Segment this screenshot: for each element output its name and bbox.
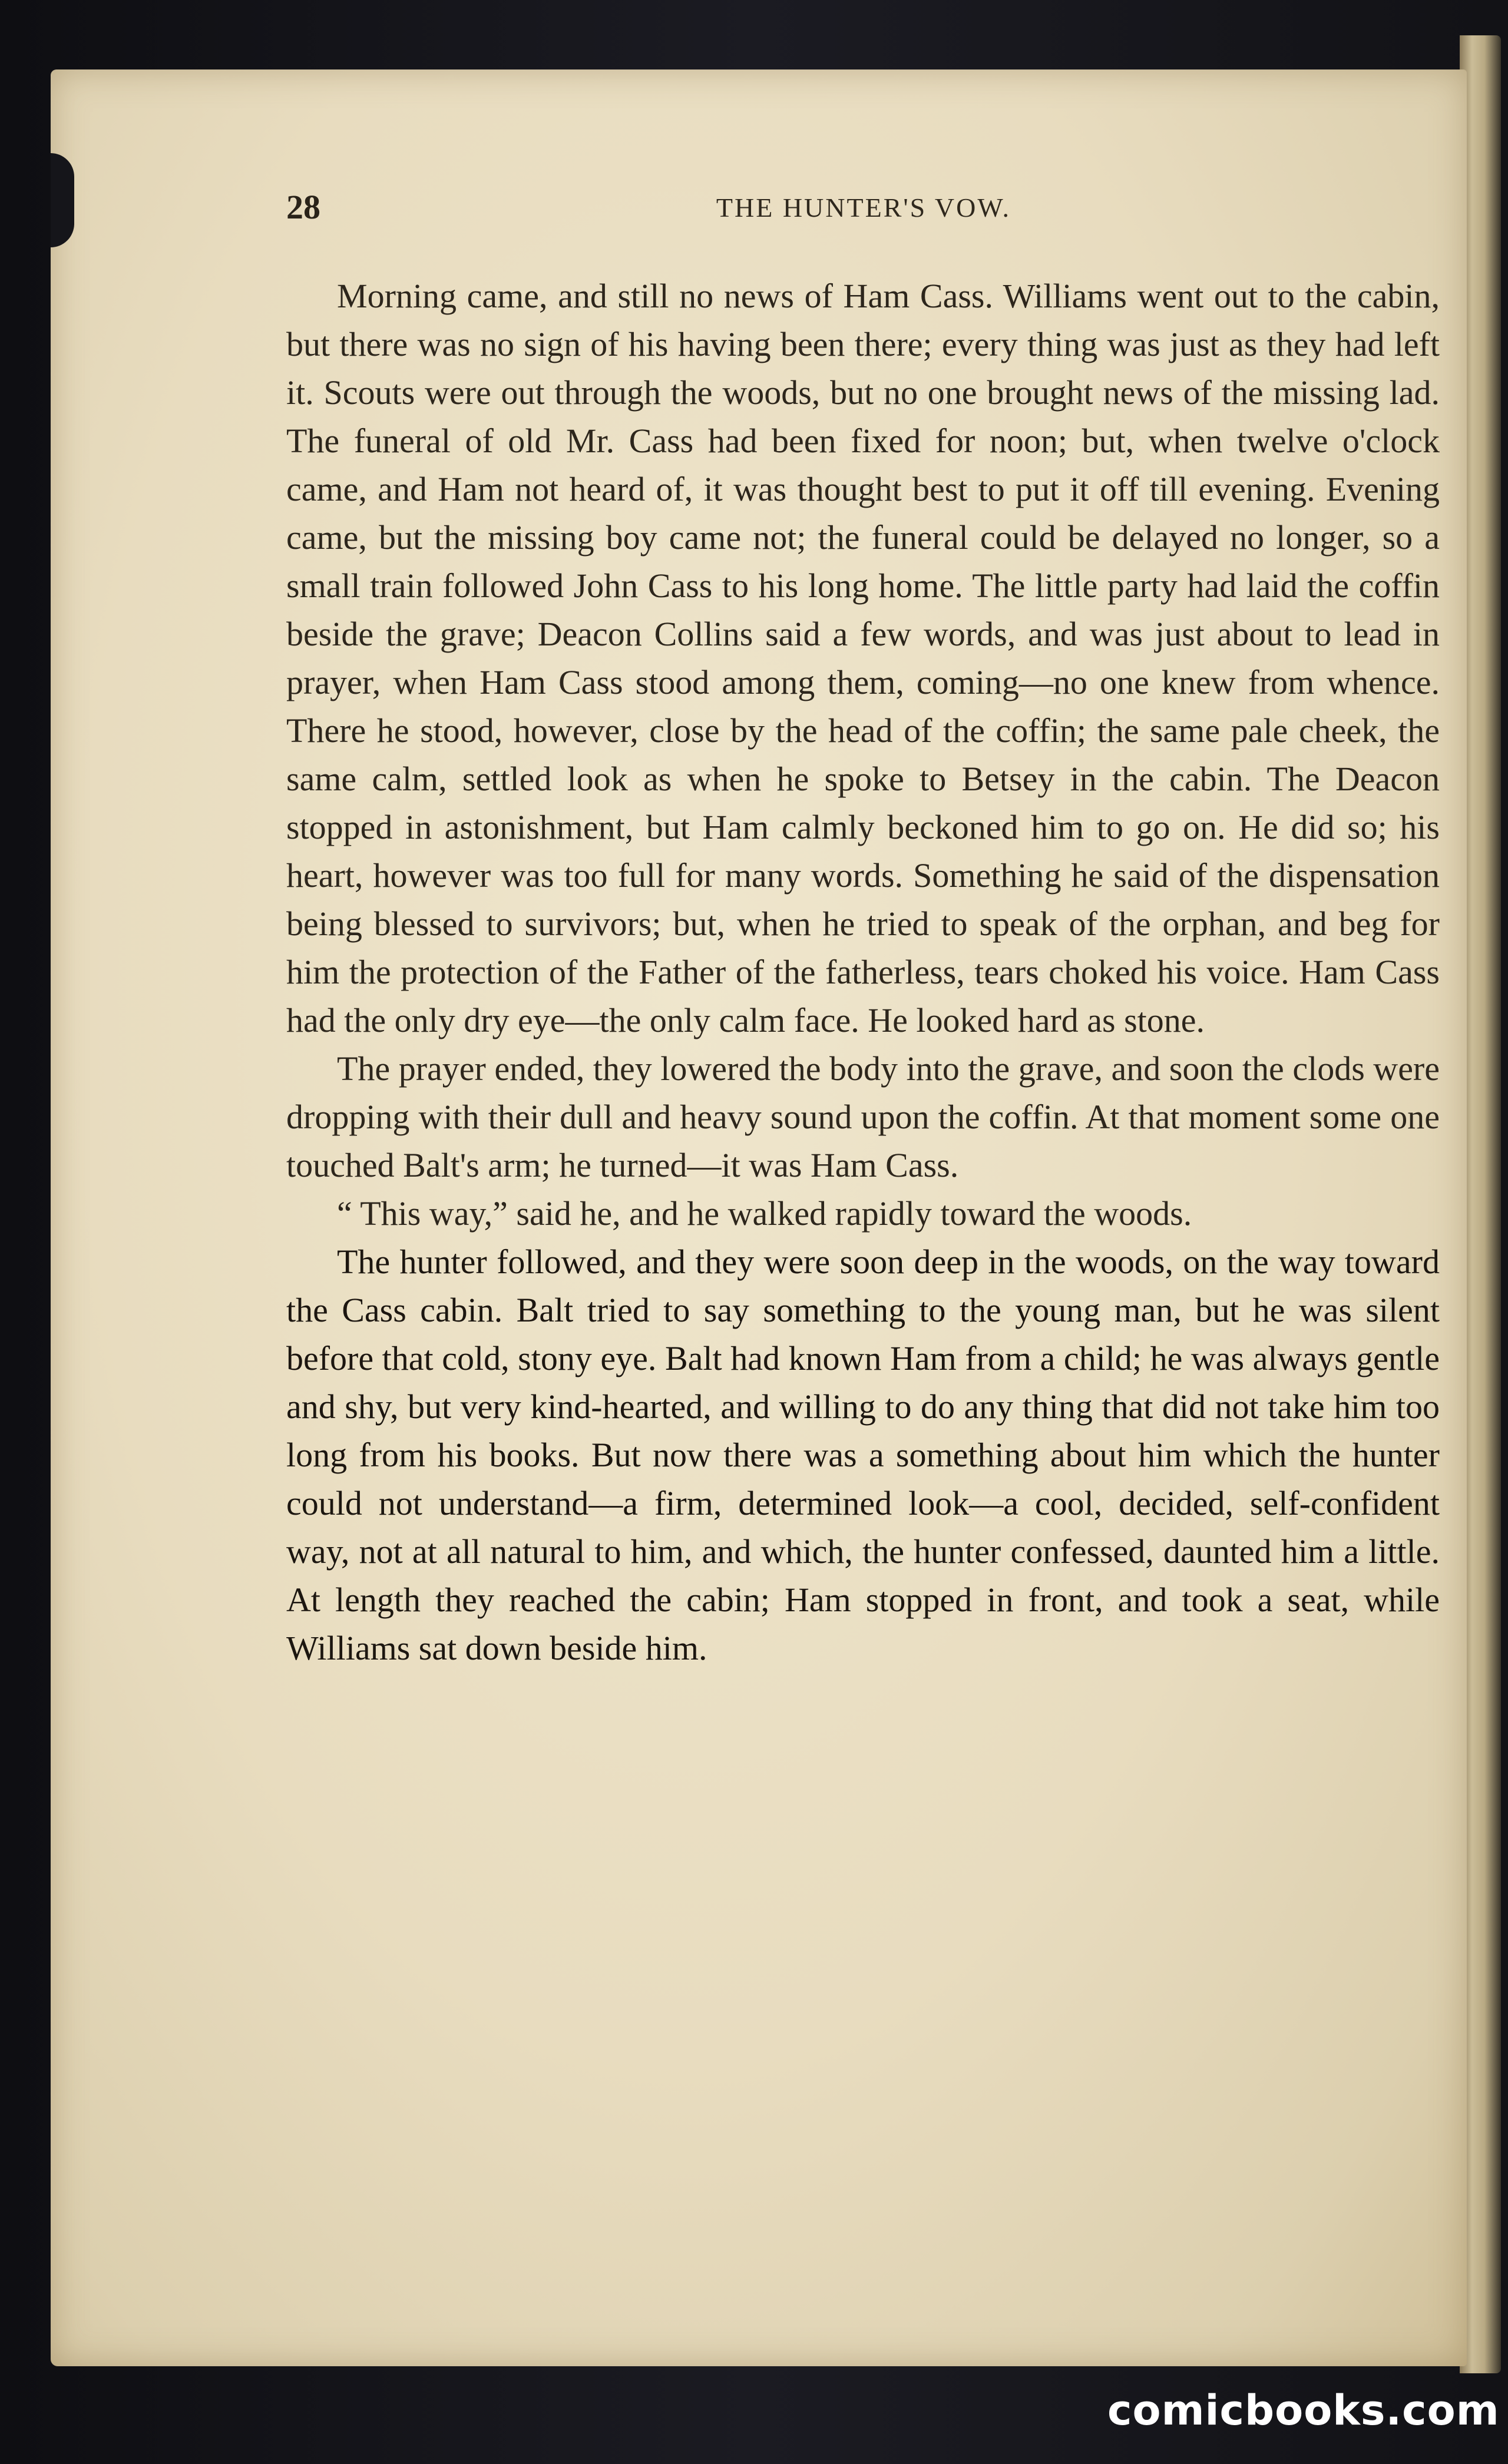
body-text (286, 272, 1440, 1673)
page-number: 28 (286, 188, 320, 226)
watermark: comicbooks.com (1107, 2386, 1500, 2435)
paragraph: The prayer ended, they lowered the body into the grave, and soon the clods were dropping with their dull and heavy sound upon the coffin. At that moment some one touched Balt's arm; he turned—it was Ham Cass. (286, 1049, 1440, 1184)
running-head: THE HUNTER'S VOW. (716, 193, 1011, 223)
paragraph: Morning came, and still no news of Ham Cass. Williams went out to the cabin, but there was no sign of his having been there; every thing was just as they had left it. Scouts were out through the woods, but no one brought news of the missing lad. The funeral of old Mr. Cass had been fixed for noon; but, when twelve o'clock came, and Ham not heard of, it was thought best to put it off till evening. Evening came, but the missing boy came not; the funeral could be delayed no longer, so a small train followed John Cass to his long home. The little party had laid the coffin beside the grave; Deacon Collins said a few words, and was just about to lead in prayer, when Ham Cass stood among them, coming—no one knew from whence. There he stood, however, close by the head of the coffin; the same pale cheek, the same calm, settled look as when he spoke to Betsey in the cabin. The Deacon stopped in astonishment, but Ham calmly beckoned him to go on. He did so; his heart, however was too full for many words. Something he said of the dispensation being blessed to survivors; but, when he tried to speak of the orphan, and beg for him the protection of the Father of the fatherless, tears choked his voice. Ham Cass had the only dry eye—the only calm face. He looked hard as stone. (286, 277, 1440, 1039)
page-tear (51, 153, 74, 247)
paragraph: “ This way,” said he, and he walked rapidly toward the woods. (337, 1194, 1192, 1233)
paragraph: The hunter followed, and they were soon deep in the woods, on the way toward the Cass cabin. Balt tried to say something to the young man, but he was silent before that cold, stony eye. Balt had known Ham from a child; he was always gentle and shy, but very kind-hearted, and willing to do any thing that did not take him too long from his books. But now there was a something about him which the hunter could not understand—a firm, determined look—a cool, decided, self-confident way, not at all natural to him, and which, the hunter confessed, daunted him a little. At length they reached the cabin; Ham stopped in front, and took a seat, while Williams sat down beside him. (286, 1243, 1440, 1667)
page-header (286, 190, 1441, 225)
